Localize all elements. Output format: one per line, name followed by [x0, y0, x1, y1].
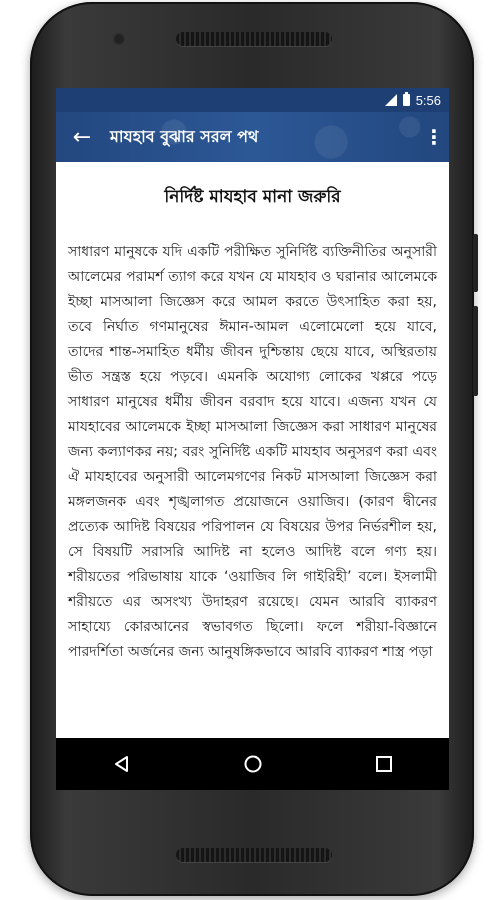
article-body: সাধারণ মানুষকে যদি একটি পরীক্ষিত সুনির্দিষ্ট ব্যক্তিনীতির অনুসারী আলেমের পরামর্শ ত্যাগ করে যখন যে মাযহাব ও ঘরানার আলেমকে ইচ্ছা মাসআলা জিজ্ঞেস করে আমল করতে উৎসাহিত করা হয়, তবে নির্ঘাত গণমানুষের ঈমান-আমল এলোমেলো হয়ে যাবে, তাদের শান্ত-সমাহিত ধর্মীয় জীবন দুশ্চিন্তায় ছেয়ে যাবে, অস্থিরতায় ভীত সন্ত্রস্ত হয়ে পড়বে। এমনকি অযোগ্য লোকের খপ্পরে পড়ে সাধারণ মানুষের ধর্মীয় জীবন বরবাদ হয়ে যাবে। এজন্য যখন যে মাযহাবের আলেমকে ইচ্ছা মাসআলা জিজ্ঞেস করা সাধারণ মানুষের জন্য কল্যাণকর নয়; বরং সুনির্দিষ্ট একটি মাযহাব অনুসরণ করা এবং ঐ মাযহাবের অনুসারী আলেমগণের নিকট মাসআলা জিজ্ঞেস করা মঙ্গলজনক এবং শৃঙ্খলাগত প্রয়োজনে ওয়াজিব। (কারণ দ্বীনের প্রত্যেক আদিষ্ট বিষয়ের পরিপালন যে বিষয়ের উপর নির্ভরশীল হয়, সে বিষয়টি সরাসরি আদিষ্ট না হলেও আদিষ্ট বলে গণ্য হয়। শরীয়তের পরিভাষায় যাকে ‘ওয়াজিব লি গাইরিহী’ বলে। ইসলামী শরীয়তে এর অসংখ্য উদাহরণ রয়েছে। যেমন আরবি ব্যাকরণ সাহায্যে কোরআনের স্বভাবগত ছিলো। ফলে শরীয়া-বিজ্ঞানে পারদর্শিতা অর্জনের জন্য আনুষঙ্গিকভাবে আরবি ব্যাকরণ শাস্ত্র পড়া [68, 244, 437, 660]
app-toolbar [56, 112, 449, 162]
system-nav-bar [56, 738, 449, 790]
earpiece-speaker [176, 32, 332, 46]
nav-home-button[interactable] [233, 744, 273, 784]
article-content[interactable] [56, 162, 449, 752]
volume-button [473, 234, 478, 292]
article-heading: নির্দিষ্ট মাযহাব মানা জরুরি [164, 187, 341, 207]
phone-frame [30, 2, 474, 896]
signal-icon [385, 94, 397, 106]
power-button [473, 306, 478, 396]
status-bar [56, 88, 449, 112]
nav-back-button[interactable] [102, 744, 142, 784]
back-triangle-icon [113, 755, 131, 773]
toolbar-title: মাযহাব বুঝার সরল পথ [110, 126, 259, 146]
bottom-speaker [176, 848, 332, 862]
front-camera [114, 34, 124, 44]
recents-square-icon [375, 755, 393, 773]
back-arrow-icon[interactable]: ← [72, 124, 92, 150]
home-circle-icon [243, 754, 263, 774]
battery-icon [403, 94, 410, 106]
nav-recents-button[interactable] [364, 744, 404, 784]
screen [56, 88, 449, 790]
more-options-icon[interactable]: ⋮ [424, 125, 444, 149]
status-time: 5:56 [415, 92, 441, 108]
